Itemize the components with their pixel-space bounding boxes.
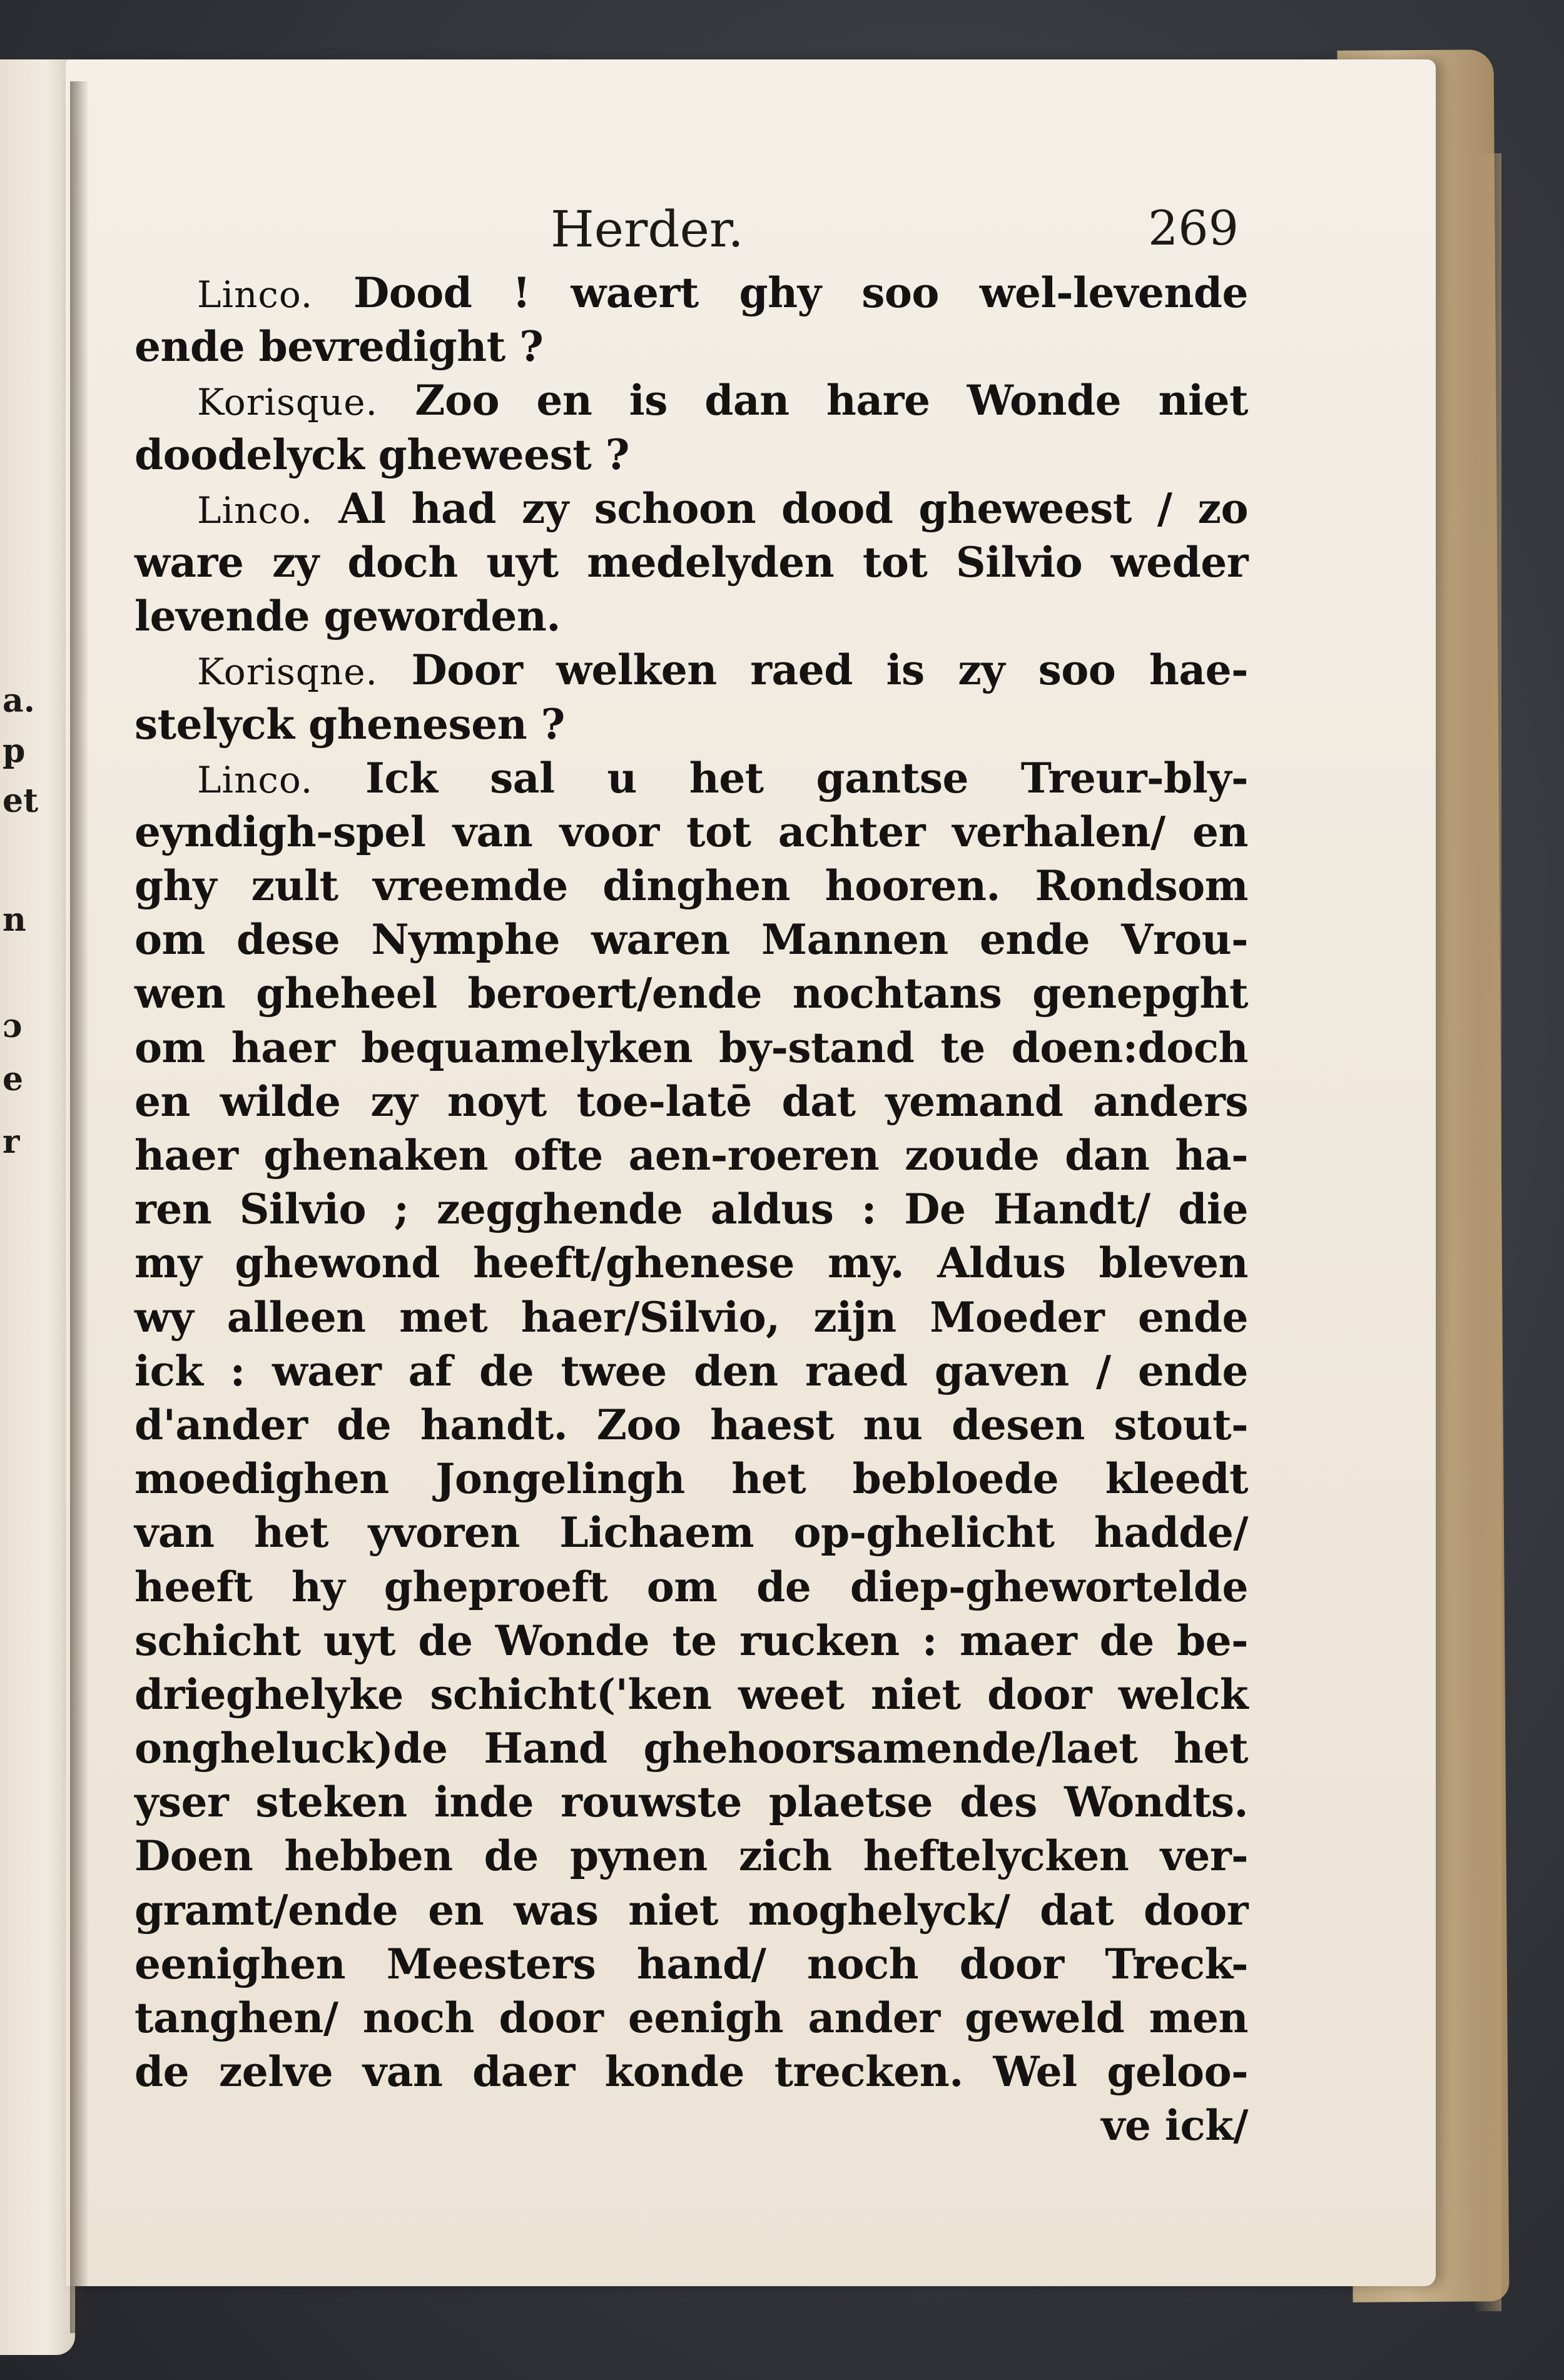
text-line (135, 482, 1248, 535)
left-page-fragment: p (3, 732, 26, 770)
line-text: en wilde zy noyt toe-latē dat yemand anders (135, 1076, 1248, 1126)
line-text: doodelyck gheweest ? (135, 430, 629, 479)
text-line (135, 1290, 1248, 1344)
page-number: 269 (1147, 200, 1239, 256)
left-page-fragment: r (3, 1123, 20, 1161)
line-text: Door welken raed is zy soo hae- (377, 646, 1248, 695)
text-line (135, 1452, 1248, 1506)
line-text: de zelve van daer konde trecken. Wel geloo- (135, 2047, 1248, 2097)
catchword: ve ick/ (1101, 2101, 1248, 2150)
text-line (135, 1075, 1248, 1128)
text-line (135, 535, 1248, 589)
left-page-edge (0, 59, 75, 2355)
line-text: my ghewond heeft/ghenese my. Aldus bleven (135, 1238, 1248, 1288)
text-line (135, 589, 1248, 643)
speaker-name: Korisqne. (197, 651, 378, 694)
text-line (135, 1668, 1248, 1721)
text-line (135, 2045, 1248, 2099)
text-line (135, 1344, 1248, 1398)
text-line (135, 966, 1248, 1020)
text-line (135, 1883, 1248, 1937)
text-line (135, 697, 1248, 751)
left-page-fragment: e (3, 1060, 24, 1098)
left-page-fragment: et (3, 782, 39, 820)
page-header (125, 200, 1239, 275)
text-line (135, 1021, 1248, 1075)
line-text: heeft hy gheproeft om de diep-ghewortelde (135, 1562, 1248, 1611)
text-line (135, 1614, 1248, 1668)
text-line (135, 1236, 1248, 1290)
text-line (135, 1560, 1248, 1614)
left-page-fragment: ɔ (3, 1007, 23, 1045)
line-text: eyndigh-spel van voor tot achter verhalen/ en (135, 807, 1248, 856)
text-line (135, 1937, 1248, 1991)
line-text: wy alleen met haer/Silvio, zijn Moeder ende (135, 1292, 1248, 1342)
line-text: ongheluck)de Hand ghehoorsamende/laet het (135, 1724, 1248, 1773)
text-line (135, 1506, 1248, 1559)
text-line (135, 320, 1248, 373)
line-text: om haer bequamelyken by-stand te doen:doch (135, 1023, 1248, 1072)
page-edge-shading (1473, 153, 1501, 2311)
line-text: eenighen Meesters hand/ noch door Treck- (135, 1939, 1248, 1988)
speaker-name: Linco. (197, 758, 313, 801)
text-line (135, 1991, 1248, 2045)
line-text: ware zy doch uyt medelyden tot Silvio weder (135, 537, 1248, 587)
text-line (135, 1398, 1248, 1452)
text-line (135, 913, 1248, 966)
text-line (135, 266, 1248, 320)
line-text: Doen hebben de pynen zich heftelycken ver- (135, 1831, 1248, 1881)
line-text: drieghelyke schicht('ken weet niet door welck (135, 1669, 1248, 1719)
speaker-name: Linco. (197, 273, 313, 316)
line-text: levende geworden. (135, 592, 561, 641)
line-text: ick : waer af de twee den raed gaven / ende (135, 1346, 1248, 1395)
speaker-name: Linco. (197, 489, 313, 532)
text-line (135, 643, 1248, 697)
line-text: stelyck ghenesen ? (135, 699, 565, 749)
text-line (135, 1182, 1248, 1236)
speaker-name: Korisque. (197, 381, 378, 424)
text-line (135, 373, 1248, 427)
body-text (135, 266, 1248, 2153)
line-text: Dood ! waert ghy soo wel-levende (313, 268, 1248, 317)
line-text: ren Silvio ; zegghende aldus : De Handt/ die (135, 1185, 1248, 1234)
line-text: yser steken inde rouwste plaetse des Wondts. (135, 1778, 1248, 1827)
text-line (135, 805, 1248, 859)
line-text: om dese Nymphe waren Mannen ende Vrou- (135, 915, 1248, 965)
line-text: schicht uyt de Wonde te rucken : maer de be- (135, 1616, 1248, 1665)
line-text: Al had zy schoon dood gheweest / zo (313, 484, 1248, 533)
left-page-fragment: a. (3, 682, 35, 720)
line-text: van het yvoren Lichaem op-ghelicht hadde/ (135, 1508, 1248, 1557)
text-line (135, 1829, 1248, 1883)
spine-shadow (70, 81, 89, 2333)
text-line (135, 428, 1248, 482)
line-text: haer ghenaken ofte aen-roeren zoude dan ha- (135, 1131, 1248, 1180)
text-line (135, 1128, 1248, 1182)
line-text: gramt/ende en was niet moghelyck/ dat door (135, 1885, 1248, 1935)
line-text: moedighen Jongelingh het bebloede kleedt (135, 1454, 1248, 1504)
line-text: Zoo en is dan hare Wonde niet (377, 376, 1248, 425)
text-line (135, 751, 1248, 805)
text-line (135, 1775, 1248, 1829)
line-text: ghy zult vreemde dinghen hooren. Rondsom (135, 861, 1248, 911)
line-text: d'ander de handt. Zoo haest nu desen stout- (135, 1400, 1248, 1449)
line-text: tanghen/ noch door eenigh ander geweld men (135, 1993, 1248, 2042)
left-page-fragment: n (3, 901, 26, 939)
running-title: Herder. (551, 200, 744, 258)
text-line (135, 859, 1248, 913)
line-text: Ick sal u het gantse Treur-bly- (313, 753, 1248, 803)
line-text: ende bevredight ? (135, 322, 544, 372)
line-text: wen gheheel beroert/ende nochtans genepght (135, 969, 1248, 1018)
text-line (135, 1721, 1248, 1775)
